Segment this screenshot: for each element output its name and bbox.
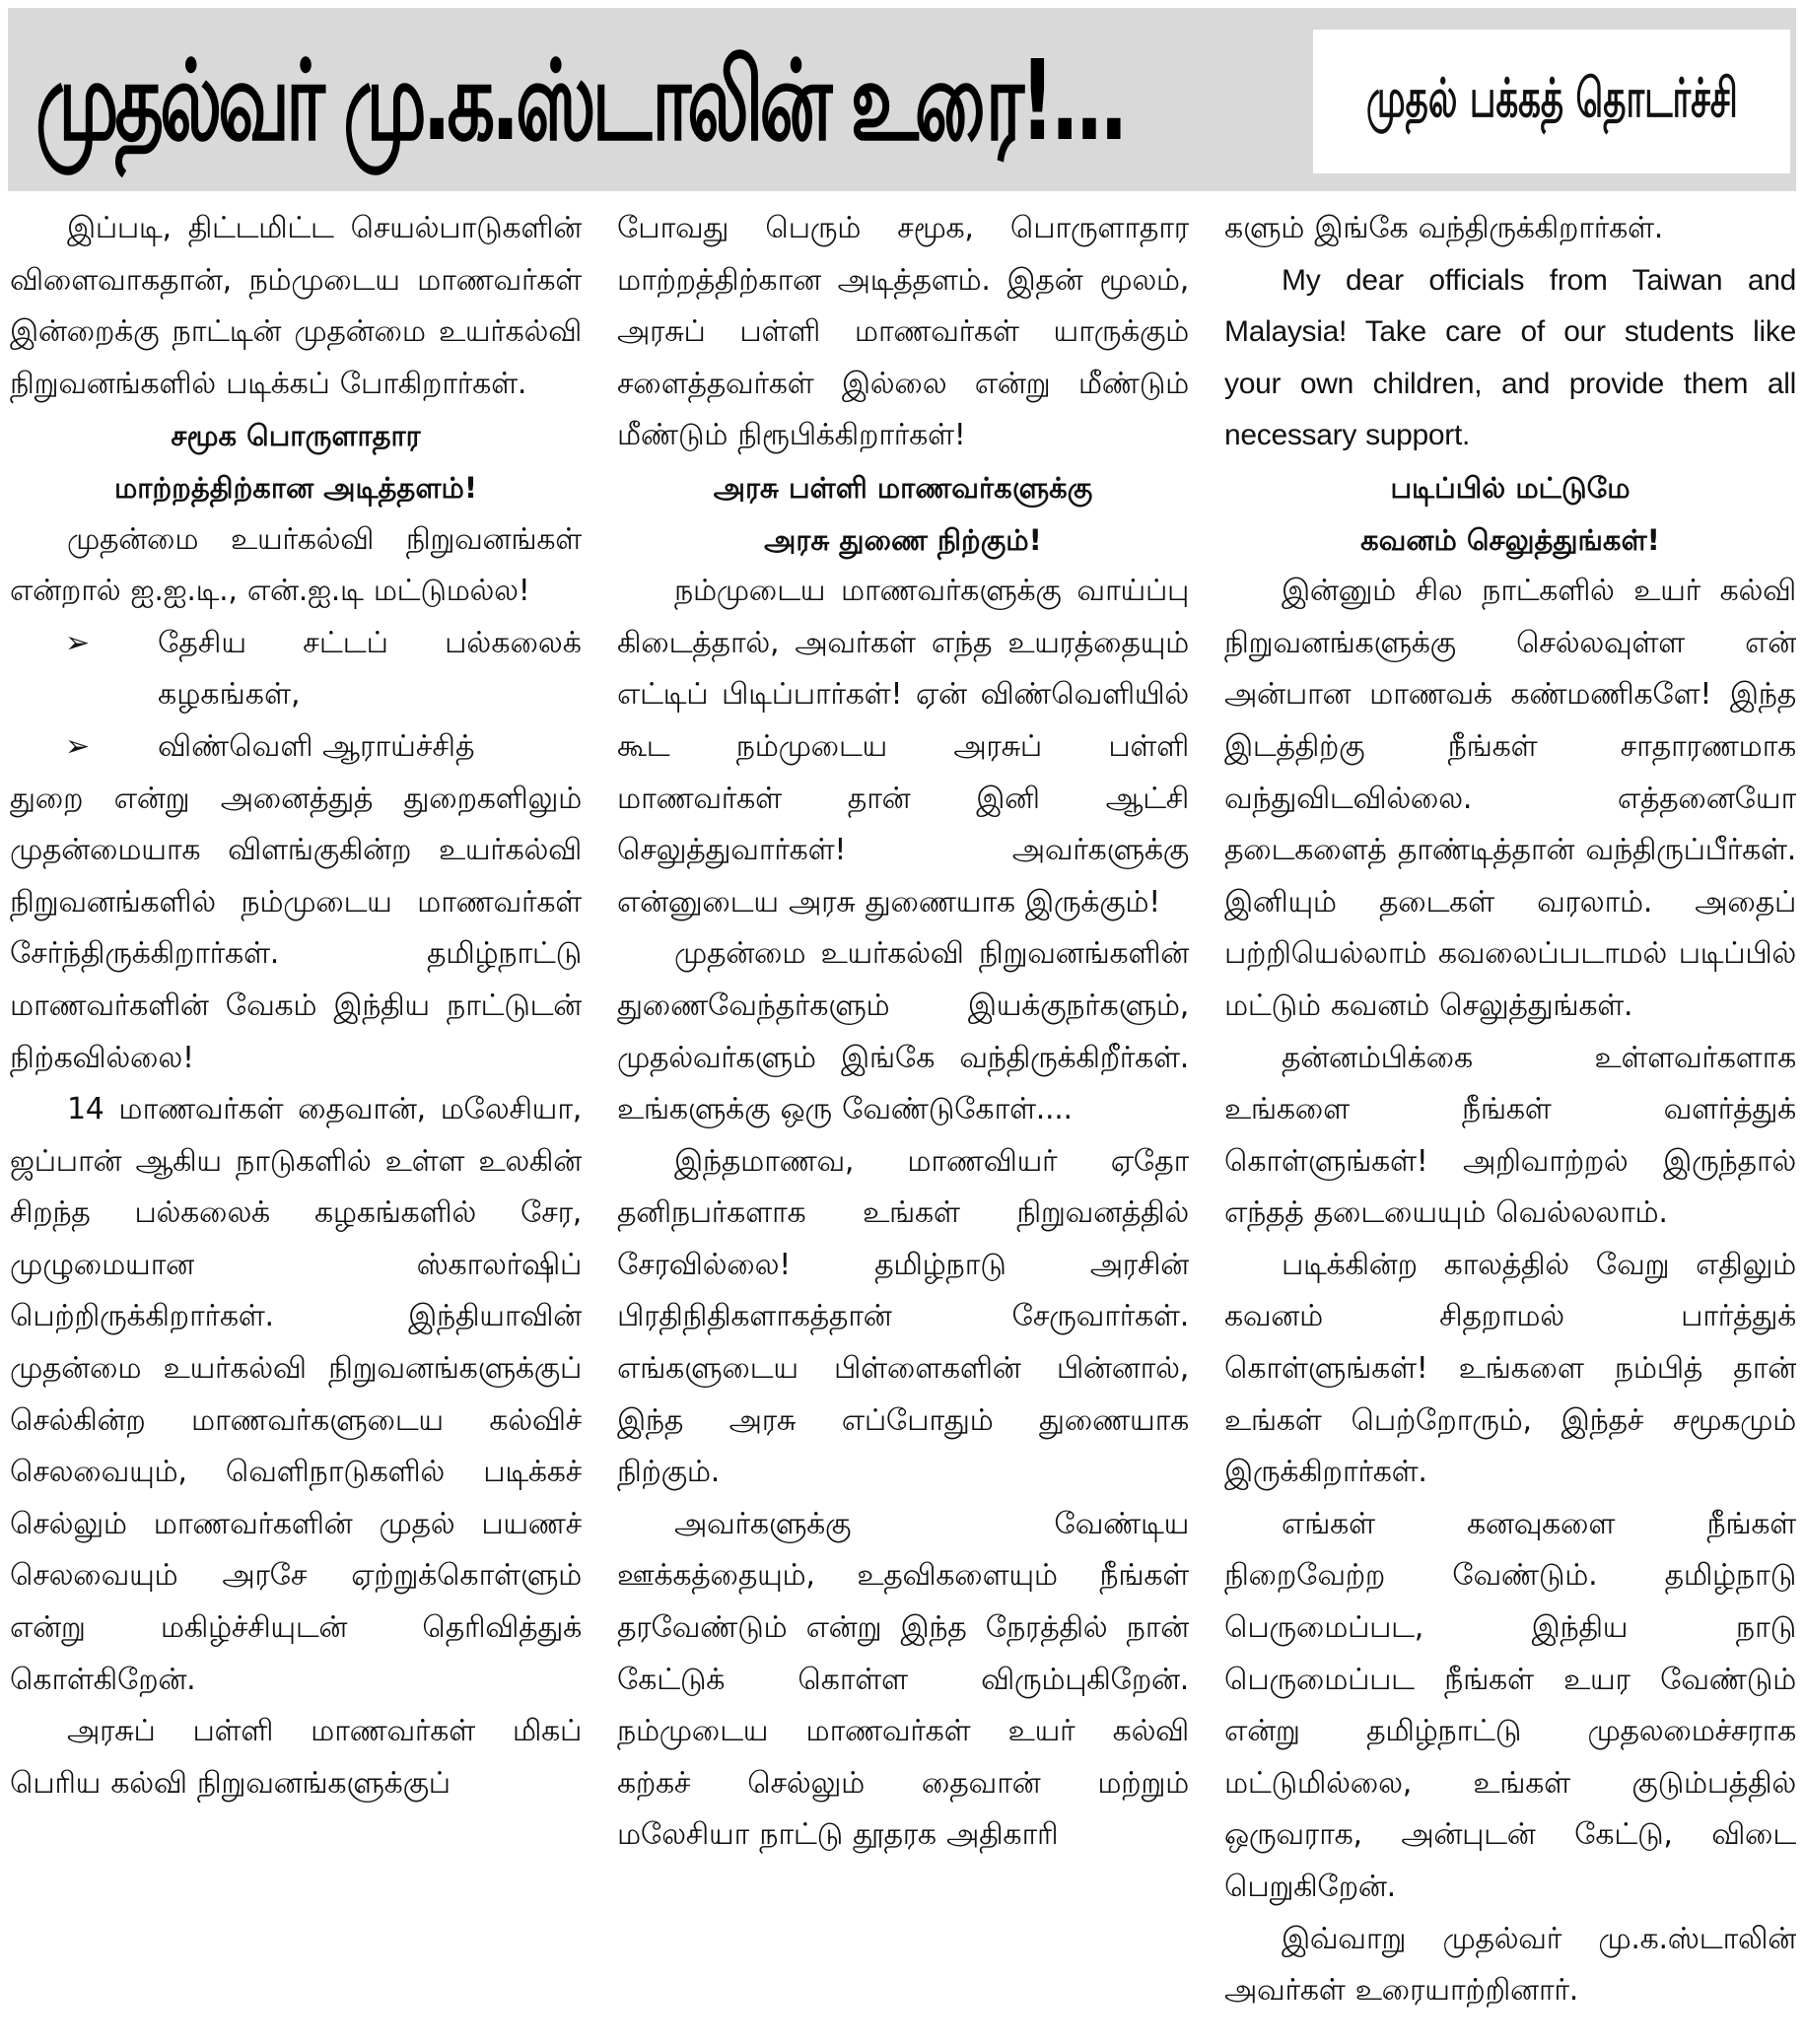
paragraph: இந்தமாணவ, மாணவியர் ஏதோ தனிநபர்களாக உங்கள் நிறுவனத்தில் சேரவில்லை! தமிழ்நாடு அரசின் பிரதிநிதிகளாகத்தான் சேருவார்கள். எங்களுடைய பிள்ளைகளின் பின்னால், இந்த அரசு எப்போதும் துணையாக நிற்கும்.	[617, 1143, 1189, 1490]
paragraph: இன்னும் சில நாட்களில் உயர் கல்வி நிறுவனங்களுக்கு செல்லவுள்ள என் அன்பான மாணவக் கண்மணிகளே! இந்த இடத்திற்கு நீங்கள் சாதாரணமாக வந்துவிடவில்லை. எத்தனையோ தடைகளைத் தாண்டித்தான் வந்திருப்பீர்கள். இனியும் தடைகள் வரலாம். அதைப் பற்றியெல்லாம் கவலைப்படாமல் படிப்பில் மட்டும் கவனம் செலுத்துங்கள்.	[1224, 574, 1796, 1023]
paragraph: போவது பெரும் சமூக, பொருளாதார மாற்றத்திற்கான அடித்தளம். இதன் மூலம், அரசுப் பள்ளி மாணவர்கள் யாருக்கும் சளைத்தவர்கள் இல்லை என்று மீண்டும் மீண்டும் நிரூபிக்கிறார்கள்!	[617, 211, 1189, 453]
bullet-item	[10, 618, 582, 721]
paragraph: அவர்களுக்கு வேண்டிய ஊக்கத்தையும், உதவிகளையும் நீங்கள் தரவேண்டும் என்று இந்த நேரத்தில் நான் கேட்டுக் கொள்ள விரும்புகிறேன். நம்முடைய மாணவர்கள் உயர் கல்வி கற்கச் செல்லும் தைவான் மற்றும் மலேசியா நாட்டு தூதரக அதிகாரி	[617, 1506, 1189, 1853]
subheading: மாற்றத்திற்கான அடித்தளம்!	[113, 470, 478, 505]
arrow-bullet-icon: ➢	[65, 625, 91, 660]
paragraph: அரசுப் பள்ளி மாணவர்கள் மிகப் பெரிய கல்வி நிறுவனங்களுக்குப்	[10, 1714, 582, 1801]
paragraph: முதன்மை உயர்கல்வி நிறுவனங்களின் துணைவேந்தர்களும் இயக்குநர்களும், முதல்வர்களும் இங்கே வந்திருக்கிறீர்கள். உங்களுக்கு ஒரு வேண்டுகோள்....	[617, 936, 1189, 1127]
paragraph: களும் இங்கே வந்திருக்கிறார்கள்.	[1224, 211, 1664, 245]
paragraph: முதன்மை உயர்கல்வி நிறுவனங்கள் என்றால் ஐ.ஐ.டி., என்.ஐ.டி மட்டுமல்ல!	[10, 521, 582, 609]
paragraph: இப்படி, திட்டமிட்ட செயல்பாடுகளின் விளைவாகதான், நம்முடைய மாணவர்கள் இன்றைக்கு நாட்டின் முதன்மை உயர்கல்வி நிறுவனங்களில் படிக்கப் போகிறார்கள்.	[10, 211, 582, 401]
paragraph: நம்முடைய மாணவர்களுக்கு வாய்ப்பு கிடைத்தால், அவர்கள் எந்த உயரத்தையும் எட்டிப் பிடிப்பார்கள்! ஏன் விண்வெளியில் கூட நம்முடைய அரசுப் பள்ளி மாணவர்கள் தான் இனி ஆட்சி செலுத்துவார்கள்! அவர்களுக்கு என்னுடைய அரசு துணையாக இருக்கும்!	[617, 574, 1189, 920]
paragraph: எங்கள் கனவுகளை நீங்கள் நிறைவேற்ற வேண்டும். தமிழ்நாடு பெருமைப்பட, இந்திய நாடு பெருமைப்பட நீங்கள் உயர வேண்டும் என்று தமிழ்நாட்டு முதலமைச்சராக மட்டுமில்லை, உங்கள் குடும்பத்தில் ஒருவராக, அன்புடன் கேட்டு, விடை பெறுகிறேன்.	[1224, 1506, 1796, 1904]
subheading: படிப்பில் மட்டுமே	[1390, 470, 1631, 505]
paragraph: துறை என்று அனைத்துத் துறைகளிலும் முதன்மையாக விளங்குகின்ற உயர்கல்வி நிறுவனங்களில் நம்முடைய மாணவர்கள் சேர்ந்திருக்கிறார்கள். தமிழ்நாட்டு மாணவர்களின் வேகம் இந்திய நாட்டுடன் நிற்கவில்லை!	[10, 781, 582, 1075]
bullet-item	[10, 721, 582, 774]
continuation-tag: முதல் பக்கத் தொடர்ச்சி	[1365, 66, 1738, 129]
article-column-1	[10, 203, 582, 2032]
subheading: கவனம் செலுத்துங்கள்!	[1360, 522, 1660, 557]
headline-banner	[8, 8, 1796, 191]
article-column-3	[1224, 203, 1796, 2032]
subheading: அரசு துணை நிற்கும்!	[764, 522, 1042, 557]
subheading: சமூக பொருளாதார	[171, 419, 421, 453]
paragraph: இவ்வாறு முதல்வர் மு.க.ஸ்டாலின் அவர்கள் உரையாற்றினார்.	[1224, 1921, 1796, 2009]
subheading: அரசு பள்ளி மாணவர்களுக்கு	[713, 470, 1093, 505]
paragraph: படிக்கின்ற காலத்தில் வேறு எதிலும் கவனம் சிதறாமல் பார்த்துக் கொள்ளுங்கள்! உங்களை நம்பித் தான் உங்கள் பெற்றோரும், இந்தச் சமூகமும் இருக்கிறார்கள்.	[1224, 1247, 1796, 1490]
paragraph: தன்னம்பிக்கை உள்ளவர்களாக உங்களை நீங்கள் வளர்த்துக் கொள்ளுங்கள்! அறிவாற்றல் இருந்தால் எந்தத் தடையையும் வெல்லலாம்.	[1224, 1040, 1796, 1231]
article-column-2	[617, 203, 1189, 2032]
arrow-bullet-icon: ➢	[65, 728, 91, 764]
english-paragraph: My dear officials from Taiwan and Malaysia! Take care of our students like your own children, and provide them all necessary support.	[1224, 263, 1796, 452]
headline: முதல்வர் மு.க.ஸ்டாலின் உரை!...	[35, 37, 1125, 166]
paragraph: 14 மாணவர்கள் தைவான், மலேசியா, ஜப்பான் ஆகிய நாடுகளில் உள்ள உலகின் சிறந்த பல்கலைக் கழகங்களில் சேர, முழுமையான ஸ்காலர்ஷிப் பெற்றிருக்கிறார்கள். இந்தியாவின் முதன்மை உயர்கல்வி நிறுவனங்களுக்குப் செல்கின்ற மாணவர்களுடைய கல்விச் செலவையும், வெளிநாடுகளில் படிக்கச் செல்லும் மாணவர்களின் முதல் பயணச் செலவையும் அரசே ஏற்றுக்கொள்ளும் என்று மகிழ்ச்சியுடன் தெரிவித்துக் கொள்கிறேன்.	[10, 1092, 582, 1697]
bullet-text: விண்வெளி ஆராய்ச்சித்	[158, 728, 475, 764]
continuation-tag-box	[1313, 30, 1790, 173]
bullet-text: தேசிய சட்டப் பல்கலைக் கழகங்கள்,	[158, 625, 582, 713]
